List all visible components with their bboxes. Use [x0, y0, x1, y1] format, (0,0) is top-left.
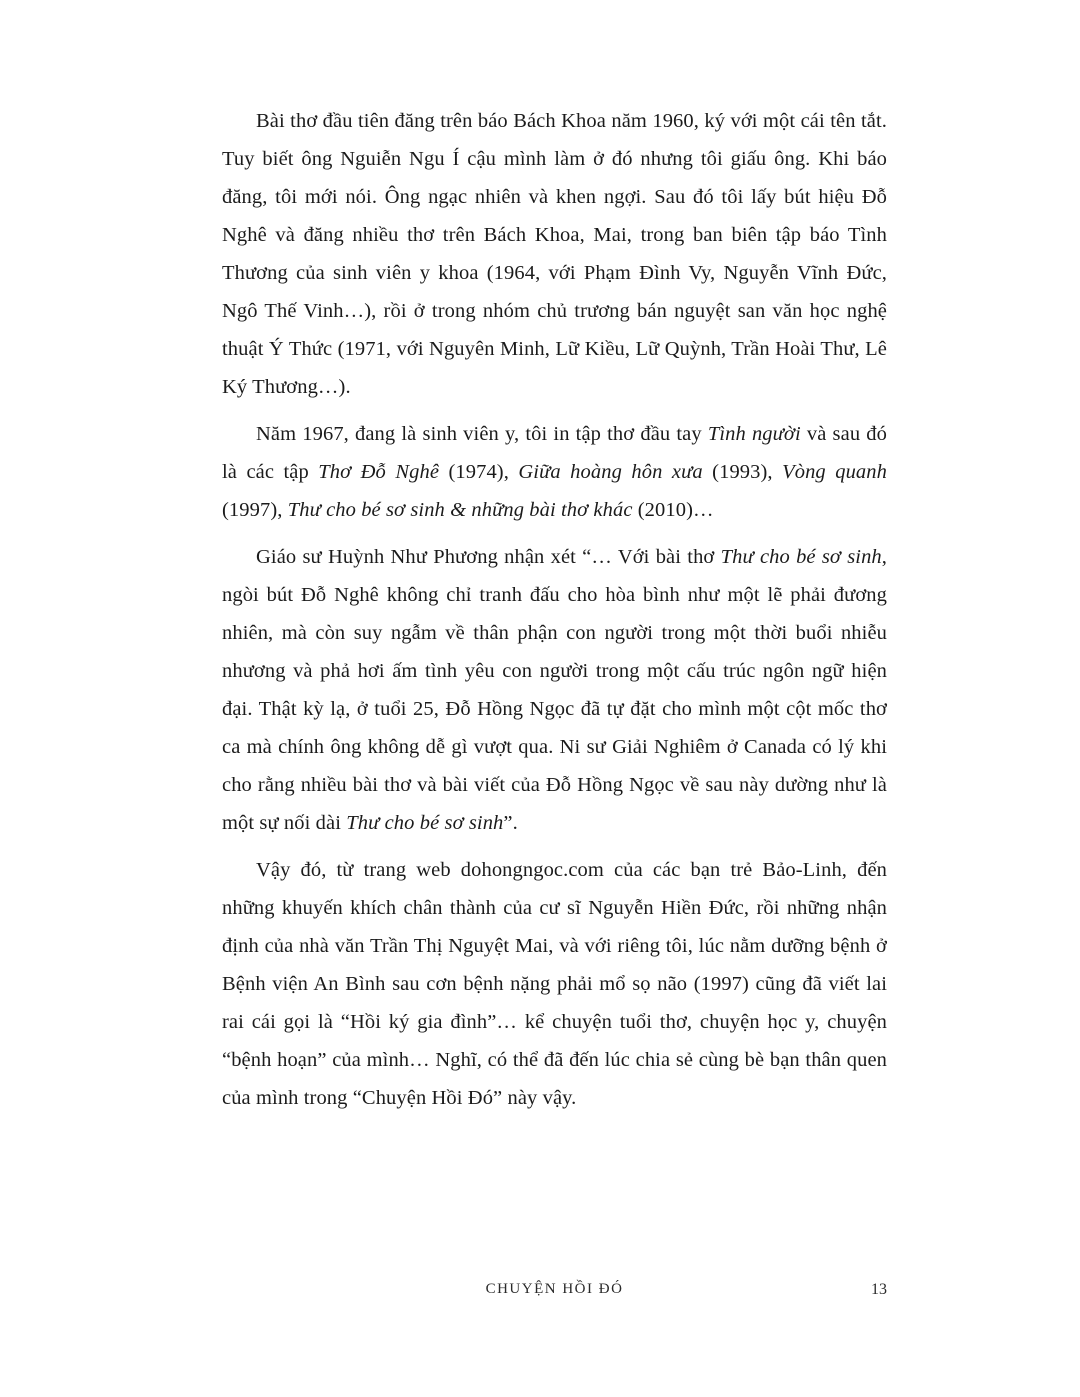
paragraph [222, 415, 887, 529]
text-segment: và sau đó là các tập [222, 423, 887, 483]
paragraph [222, 102, 887, 406]
text-segment: ”. [503, 812, 518, 834]
italic-text-segment: Vòng quanh [782, 461, 887, 483]
italic-text-segment: Thơ Đỗ Nghê [318, 461, 440, 483]
text-segment: , ngòi bút Đỗ Nghê không chỉ tranh đấu cho hòa bình như một lẽ phải đương nhiên, mà còn suy ngẫm về thân phận con người trong một thời buổi nhiễu nhương và phả hơi ấm tình yêu con người trong một cấu trúc ngôn ngữ hiện đại. Thật kỳ lạ, ở tuổi 25, Đỗ Hồng Ngọc đã tự đặt cho mình một cột mốc thơ ca mà chính ông không dễ gì vượt qua. Ni sư Giải Nghiêm ở Canada có lý khi cho rằng nhiều bài thơ và bài viết của Đỗ Hồng Ngọc về sau này dường như là một sự nối dài [222, 546, 888, 834]
paragraph [222, 538, 887, 842]
text-segment: Giáo sư Huỳnh Như Phương nhận xét “… Với bài thơ [256, 546, 721, 568]
italic-text-segment: Thư cho bé sơ sinh & những bài thơ khác [287, 499, 633, 521]
text-segment: (2010)… [632, 499, 714, 521]
italic-text-segment: Giữa hoàng hôn xưa [518, 461, 703, 483]
text-segment: (1997), [222, 499, 288, 521]
text-segment: (1974), [439, 461, 519, 483]
text-segment: Bài thơ đầu tiên đăng trên báo Bách Khoa năm 1960, ký với một cái tên tắt. Tuy biết ông Nguiễn Ngu Í cậu mình làm ở đó nhưng tôi giấu ông. Khi báo đăng, tôi mới nói. Ông ngạc nhiên và khen ngợi. Sau đó tôi lấy bút hiệu Đỗ Nghê và đăng nhiều thơ trên Bách Khoa, Mai, trong ban biên tập báo Tình Thương của sinh viên y khoa (1964, với Phạm Đình Vy, Nguyễn Vĩnh Đức, Ngô Thế Vinh…), rồi ở trong nhóm chủ trương bán nguyệt san văn học nghệ thuật Ý Thức (1971, với Nguyên Minh, Lữ Kiều, Lữ Quỳnh, Trần Hoài Thư, Lê Ký Thương…). [222, 110, 887, 398]
page-number: 13 [871, 1281, 887, 1298]
running-title: CHUYỆN HỒI ĐÓ [485, 1281, 624, 1297]
page-footer [222, 1281, 887, 1311]
italic-text-segment: Thư cho bé sơ sinh [346, 812, 504, 834]
italic-text-segment: Tình người [707, 423, 801, 445]
italic-text-segment: Thư cho bé sơ sinh [720, 546, 882, 568]
paragraph [222, 851, 887, 1117]
text-segment: Vậy đó, từ trang web dohongngoc.com của các bạn trẻ Bảo-Linh, đến những khuyến khích chân thành của cư sĩ Nguyễn Hiền Đức, rồi những nhận định của nhà văn Trần Thị Nguyệt Mai, và với riêng tôi, lúc nằm dưỡng bệnh ở Bệnh viện An Bình sau cơn bệnh nặng phải mổ sọ não (1997) cũng đã viết lai rai cái gọi là “Hồi ký gia đình”… kể chuyện tuổi thơ, chuyện học y, chuyện “bệnh hoạn” của mình… Nghĩ, có thể đã đến lúc chia sẻ cùng bè bạn thân quen của mình trong “Chuyện Hồi Đó” này vậy. [222, 859, 887, 1109]
page-body [222, 102, 887, 1126]
text-segment: Năm 1967, đang là sinh viên y, tôi in tập thơ đầu tay [256, 423, 708, 445]
text-segment: (1993), [702, 461, 783, 483]
